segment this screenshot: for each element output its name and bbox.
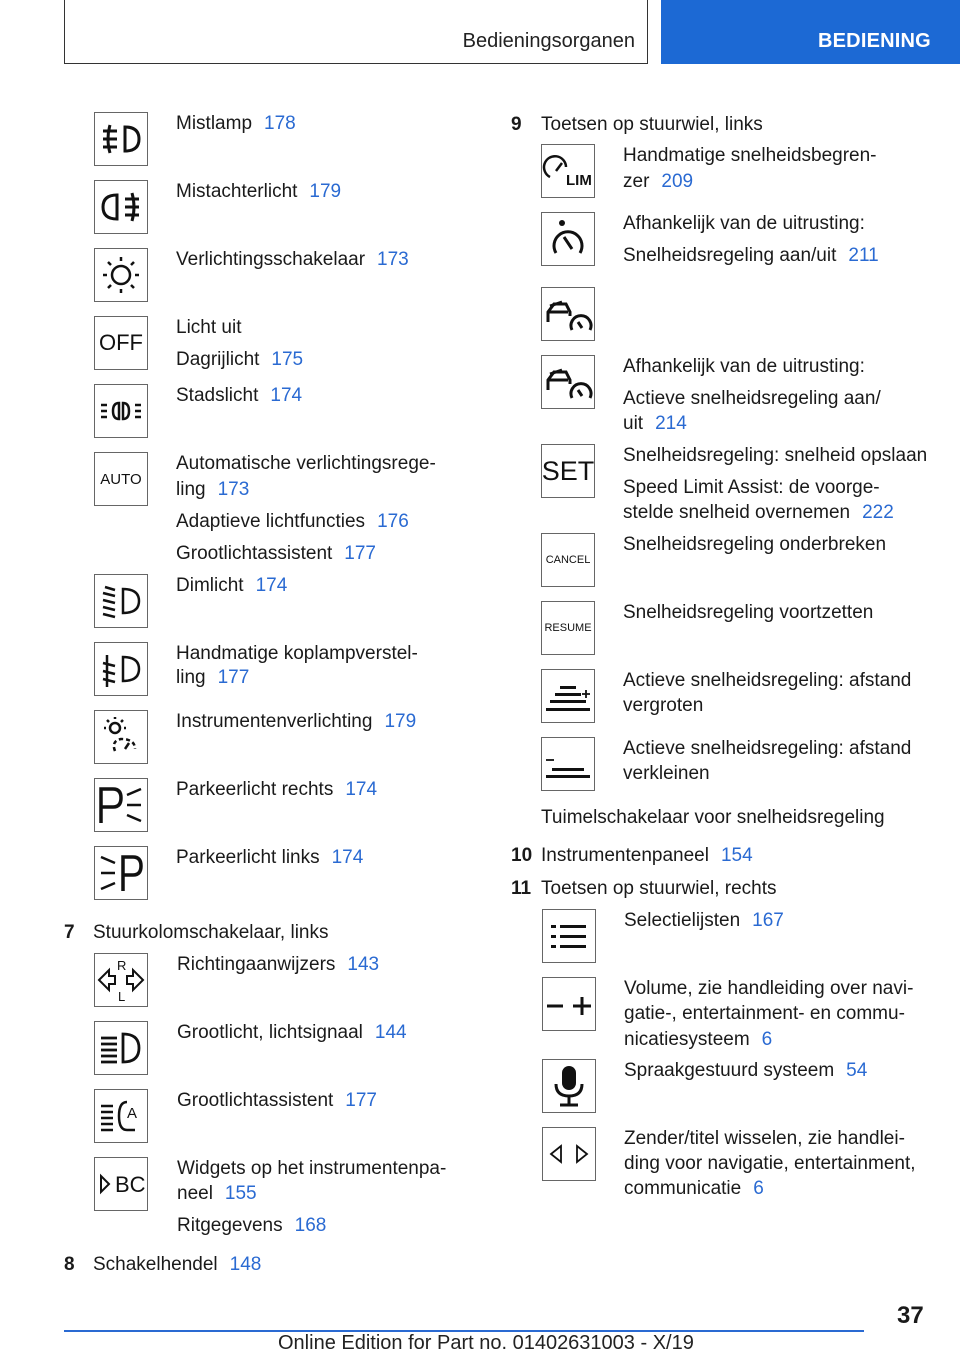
- microphone-icon: [542, 1059, 596, 1113]
- right-row11-3-line-0: Zender/titel wisselen, zie handlei-: [624, 1128, 905, 1149]
- right-row9-1-line-0: Afhankelijk van de uitrusting:: [623, 213, 865, 234]
- left-row-2-line-0: Verlichtingsschakelaar 173: [176, 249, 409, 270]
- item-number: 7: [64, 922, 75, 943]
- auto-icon: [94, 452, 148, 506]
- item-title: Stuurkolomschakelaar, links: [93, 922, 329, 943]
- svg-text:A: A: [127, 1105, 138, 1122]
- left-row-5-line-0: Automatische verlichtingsrege-: [176, 453, 436, 474]
- page-ref-link[interactable]: 148: [229, 1254, 262, 1275]
- item-number: 9: [511, 114, 522, 135]
- right-row11-3-line-2: communicatie 6: [624, 1178, 764, 1199]
- resume-icon-label: RESUME: [544, 622, 592, 634]
- instrument-lighting-icon: [94, 710, 148, 764]
- right-row9-5-line-0: Snelheidsregeling onderbreken: [623, 534, 887, 555]
- left-row-7-line-0: Handmatige koplampverstel-: [176, 643, 418, 664]
- header-chapter-title: BEDIENING: [818, 30, 931, 52]
- svg-text:R: R: [117, 958, 127, 973]
- right-row11-1-line-1: gatie-, entertainment- en commu-: [624, 1003, 905, 1024]
- page-ref-link[interactable]: 174: [331, 847, 364, 868]
- item-number: 10: [511, 845, 533, 866]
- resume-icon: [541, 601, 595, 655]
- bc-icon: [94, 1157, 148, 1211]
- svg-text:L: L: [118, 989, 126, 1004]
- left-row-3-line-1: Dagrijlicht 175: [176, 349, 304, 370]
- left-row-10-line-0: Parkeerlicht links 174: [176, 847, 364, 868]
- fog-lamp-icon: [94, 112, 148, 166]
- page-ref-link[interactable]: 176: [377, 511, 409, 532]
- high-beam-icon: [94, 1021, 148, 1075]
- right-row9-4-line-2: stelde snelheid overnemen 222: [623, 502, 894, 523]
- off-icon-label: OFF: [99, 330, 143, 355]
- page-ref-link[interactable]: 179: [384, 711, 417, 732]
- left-row-4-line-0: Stadslicht 174: [176, 385, 303, 406]
- header-chapter-tab: [661, 0, 960, 64]
- rocker-switch-caption: Tuimelschakelaar voor snelheidsregeling: [541, 807, 885, 828]
- page-ref-link[interactable]: 167: [752, 910, 784, 931]
- headlight-range-icon: [94, 642, 148, 696]
- off-icon: [94, 316, 148, 370]
- left-row-5-line-2: Adaptieve lichtfuncties 176: [176, 511, 409, 532]
- page-ref-link[interactable]: 177: [345, 1090, 377, 1111]
- left-row7-2-line-0: Grootlichtassistent 177: [177, 1090, 377, 1111]
- cancel-icon-label: CANCEL: [545, 554, 591, 566]
- right-row9-0-line-0: Handmatige snelheidsbegren-: [623, 145, 877, 166]
- speed-limiter-icon: [541, 144, 595, 198]
- right-row11-2-line-0: Spraakgestuurd systeem 54: [624, 1060, 868, 1081]
- right-row9-1-line-1: Snelheidsregeling aan/uit 211: [623, 245, 879, 266]
- right-row9-0-line-1: zer 209: [623, 171, 694, 192]
- left-row-6-line-0: Dimlicht 174: [176, 575, 288, 596]
- right-row11-1-line-2: nicatiesysteem 6: [624, 1029, 773, 1050]
- right-row9-4-line-1: Speed Limit Assist: de voorge-: [623, 477, 880, 498]
- item-number: 11: [511, 878, 532, 899]
- left-row-5-line-1: ling 173: [176, 479, 250, 500]
- right-row11-3-line-1: ding voor navigatie, entertainment,: [624, 1153, 916, 1174]
- page-ref-link[interactable]: 179: [309, 181, 342, 202]
- right-row9-3-line-0: Afhankelijk van de uitrusting:: [623, 356, 865, 377]
- item-title: Toetsen op stuurwiel, rechts: [541, 878, 777, 899]
- left-row-1-line-0: Mistachterlicht 179: [176, 181, 342, 202]
- cruise-control-icon: [541, 212, 595, 266]
- set-icon-label: SET: [541, 455, 595, 486]
- set-icon: [541, 444, 595, 498]
- item-title: Instrumentenpaneel 154: [541, 845, 753, 866]
- header-section-box: [64, 0, 648, 64]
- page-ref-link[interactable]: 144: [374, 1022, 407, 1043]
- parking-light-right-icon: [94, 778, 148, 832]
- page-ref-link[interactable]: 154: [720, 845, 753, 866]
- high-beam-assistant-icon: [94, 1089, 148, 1143]
- active-cruise-control-icon: [541, 287, 595, 341]
- volume-icon: [542, 977, 596, 1031]
- page-ref-link[interactable]: 173: [377, 249, 409, 270]
- right-row11-0-line-0: Selectielijsten 167: [624, 910, 784, 931]
- left-row7-3-line-1: neel 155: [177, 1183, 257, 1204]
- station-track-icon: [542, 1127, 596, 1181]
- right-row9-3-line-2: uit 214: [623, 413, 687, 434]
- page-ref-link[interactable]: 175: [271, 349, 304, 370]
- page-ref-link[interactable]: 54: [846, 1060, 868, 1081]
- item-title: Toetsen op stuurwiel, links: [541, 114, 763, 135]
- selection-list-icon: [542, 909, 596, 963]
- footer-edition: Online Edition for Part no. 01402631003 - X/19: [278, 1332, 694, 1354]
- right-row9-8-line-0: Actieve snelheidsregeling: afstand: [623, 738, 912, 759]
- item-title: Schakelhendel 148: [93, 1254, 262, 1275]
- left-row-5-line-3: Grootlichtassistent 177: [176, 543, 376, 564]
- right-row9-6-line-0: Snelheidsregeling voortzetten: [623, 602, 874, 623]
- left-row7-1-line-0: Grootlicht, lichtsignaal 144: [177, 1022, 407, 1043]
- left-row7-0-line-0: Richtingaanwijzers 143: [177, 954, 380, 975]
- left-row-7-line-1: ling 177: [176, 667, 250, 688]
- page-ref-link[interactable]: 177: [344, 543, 376, 564]
- page-ref-link[interactable]: 177: [217, 667, 250, 688]
- left-row-3-line-0: Licht uit: [176, 317, 242, 338]
- page-ref-link[interactable]: 6: [753, 1178, 764, 1199]
- auto-icon-label: AUTO: [100, 470, 142, 488]
- page-ref-link[interactable]: 211: [848, 245, 879, 266]
- svg-text:LIM: LIM: [566, 172, 592, 189]
- page-ref-link[interactable]: 174: [345, 779, 378, 800]
- page-ref-link[interactable]: 173: [217, 479, 250, 500]
- bc-icon-label: BC: [115, 1172, 146, 1197]
- header-section-title: Bedieningsorganen: [462, 30, 635, 52]
- page-ref-link[interactable]: 6: [761, 1029, 773, 1050]
- parking-light-icon: [94, 384, 148, 438]
- page-number: 37: [897, 1302, 924, 1329]
- low-beam-icon: [94, 574, 148, 628]
- cancel-icon: [541, 533, 595, 587]
- left-row-8-line-0: Instrumentenverlichting 179: [176, 711, 417, 732]
- right-row9-3-line-1: Actieve snelheidsregeling aan/: [623, 388, 881, 409]
- item-number: 8: [64, 1254, 75, 1275]
- page-ref-link[interactable]: 222: [862, 502, 894, 523]
- active-cruise-control-icon: [541, 355, 595, 409]
- page-ref-link[interactable]: 174: [270, 385, 303, 406]
- left-row7-3-line-0: Widgets op het instrumentenpa-: [177, 1158, 447, 1179]
- right-row11-1-line-0: Volume, zie handleiding over navi-: [624, 978, 914, 999]
- parking-light-left-icon: [94, 846, 148, 900]
- page-ref-link[interactable]: 214: [655, 413, 687, 434]
- left-row-0-line-0: Mistlamp 178: [176, 113, 296, 134]
- page-ref-link[interactable]: 174: [255, 575, 288, 596]
- turn-signal-icon: [94, 953, 148, 1007]
- left-row-9-line-0: Parkeerlicht rechts 174: [176, 779, 378, 800]
- right-row9-8-line-1: verkleinen: [623, 763, 710, 784]
- page-ref-link[interactable]: 178: [264, 113, 296, 134]
- light-switch-icon: [94, 248, 148, 302]
- distance-decrease-icon: [541, 737, 595, 791]
- page-ref-link[interactable]: 168: [294, 1215, 327, 1236]
- right-row9-7-line-1: vergroten: [623, 695, 704, 716]
- page-ref-link[interactable]: 143: [347, 954, 380, 975]
- right-row9-7-line-0: Actieve snelheidsregeling: afstand: [623, 670, 912, 691]
- right-row9-4-line-0: Snelheidsregeling: snelheid opslaan: [623, 445, 928, 466]
- rear-fog-lamp-icon: [94, 180, 148, 234]
- page-ref-link[interactable]: 209: [661, 171, 694, 192]
- page-ref-link[interactable]: 155: [224, 1183, 257, 1204]
- left-row7-3-line-2: Ritgegevens 168: [177, 1215, 327, 1236]
- distance-increase-icon: [541, 669, 595, 723]
